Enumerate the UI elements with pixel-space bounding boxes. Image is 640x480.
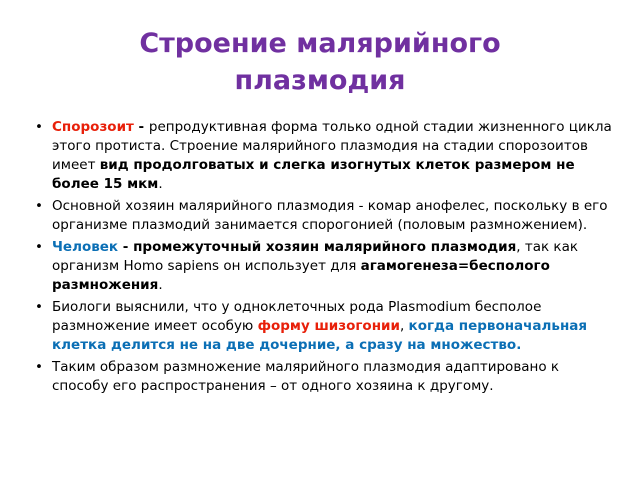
item-blue-text: когда первоначальная клетка делится не на две дочерние, а сразу на множество.: [52, 318, 588, 353]
separator: -: [133, 119, 149, 135]
bullet-icon: •: [35, 198, 43, 214]
title-line-1: Строение малярийного: [139, 28, 501, 59]
term-schizogony: форму шизогонии: [257, 318, 400, 334]
term-human: Человек: [52, 239, 119, 255]
item-bold-text: - промежуточный хозяин малярийного плазмодия: [118, 239, 517, 255]
slide-title: [0, 25, 640, 99]
list-item: [30, 298, 615, 355]
bullet-icon: •: [35, 239, 43, 255]
item-bold-text-2: агамогенеза=бесполого размножения: [52, 258, 550, 293]
list-item: [30, 197, 615, 235]
bullet-icon: •: [35, 359, 43, 375]
list-item: [30, 358, 615, 396]
list-item: [30, 118, 615, 194]
item-text: репродуктивная форма только одной стадии жизненного цикла этого протиста. Строение малярийного плазмодия на стадии спорозоитов имеет: [52, 119, 612, 173]
term-sporozoite: Спорозоит: [52, 119, 134, 135]
item-end: .: [158, 277, 163, 293]
bullet-icon: •: [35, 299, 43, 315]
item-comma: ,: [399, 318, 409, 334]
item-end: .: [158, 176, 163, 192]
item-text: Основной хозяин малярийного плазмодия - комар анофелес, поскольку в его организме плазмодий занимается спорогонией (половым размножением).: [52, 198, 608, 233]
item-text: Биологи выяснили, что у одноклеточных рода Plasmodium бесполое размножение имеет особую: [52, 299, 542, 334]
item-text: Таким образом размножение малярийного плазмодия адаптировано к способу его распространения – от одного хозяина к другому.: [52, 359, 560, 394]
title-line-2: плазмодия: [234, 65, 406, 96]
bullet-icon: •: [35, 119, 43, 135]
item-text: , так как организм Homo sapiens он использует для: [52, 239, 579, 274]
list-item: [30, 238, 615, 295]
item-bold-text: вид продолговатых и слегка изогнутых клеток размером не более 15 мкм: [52, 157, 575, 192]
bullet-list: [30, 118, 615, 399]
